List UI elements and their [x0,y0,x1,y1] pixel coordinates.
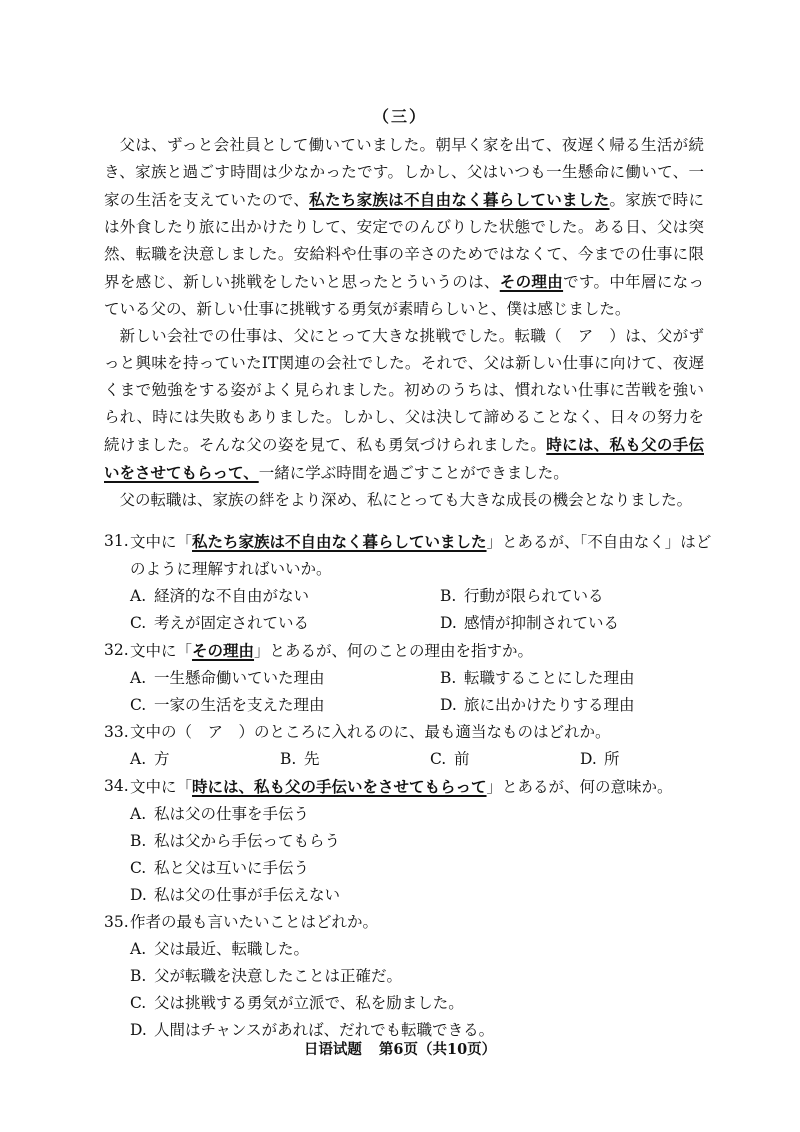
option-letter: B. [130,832,147,850]
option-letter: B. [440,669,457,687]
option-text: 父は最近、転職した。 [154,940,310,958]
option-c[interactable] [130,610,440,637]
options [104,746,724,773]
option-text: 私は父の仕事が手伝えない [154,886,341,904]
option-letter: D. [440,696,457,714]
option-letter: D. [130,886,147,904]
option-text: 一家の生活を支えた理由 [154,696,325,714]
question-text: 作者の最も言いたいことはどれか。 [130,913,379,931]
option-letter: C. [130,614,147,632]
footer-page-number: 第6页（共10页） [378,1041,497,1058]
question-31 [104,528,724,637]
underlined-phrase-1: 私たち家族は不自由なく暮らしていました [309,190,610,209]
question-quote: その理由 [192,641,255,660]
passage-text: 新しい会社での仕事は、父にとって大きな挑戦でした。転職（ ア ）は、父がずっと興味を持っていたIT関連の会社でした。それで、父は新しい仕事に向けて、夜遅くまで勉強をする姿がよく見られました。初めのうちは、慣れない仕事に苦戦を強いられ、時には失敗もありました。しかし、父は決して諦めることなく、日々の努力を続けました。そんな父の姿を見て、私も勇気づけられました。 [104,327,704,454]
question-35 [104,909,724,1044]
option-text: 経済的な不自由がない [154,587,310,605]
option-text: 一生懸命働いていた理由 [154,669,325,687]
question-text-part: 文中に「 [130,778,193,796]
passage-paragraph-1 [104,132,704,323]
option-text: 先 [304,750,320,768]
option-text: 考えが固定されている [154,614,310,632]
option-letter: C. [130,859,147,877]
option-letter: B. [280,750,297,768]
question-number: 32. [104,641,129,659]
option-a[interactable] [130,665,440,692]
passage-paragraph-2 [104,323,704,487]
option-d[interactable] [130,882,724,909]
option-b[interactable] [440,583,730,610]
option-letter: D. [130,1021,147,1039]
option-letter: D. [440,614,457,632]
question-32 [104,637,724,719]
option-b[interactable] [280,746,430,773]
underlined-phrase-2: その理由 [499,272,564,291]
question-text-part: 」とあるが、何のことの理由を指すか。 [254,642,534,660]
section-title: （三） [372,107,427,126]
question-number: 31. [104,532,129,550]
question-text-part: 文中に「 [130,642,193,660]
option-text: 感情が抑制されている [464,614,620,632]
option-text: 転職することにした理由 [464,669,635,687]
reading-passage [104,132,704,514]
question-quote: 時には、私も父の手伝いをさせてもらって [192,777,487,796]
option-text: 人間はチャンスがあれば、だれでも転職できる。 [154,1021,495,1039]
option-letter: C. [130,994,147,1012]
option-text: 私は父から手伝ってもらう [154,832,341,850]
option-c[interactable] [130,855,724,882]
question-list [104,528,724,1044]
question-text-part: 」とあるが、何の意味か。 [486,778,673,796]
options [104,801,724,909]
passage-text: 。家族で時には外食したり旅に出かけたりして、安定でのんびりした状態でした。ある日、父は突然、転職を決意しました。安給料や仕事の辛さのためではなくて、今までの仕事に限界を感じ、新しい挑戦をしたいと思ったとういうのは、 [104,191,704,291]
question-33 [104,719,724,773]
option-d[interactable] [440,692,730,719]
option-a[interactable] [130,746,280,773]
option-letter: A. [130,750,147,768]
passage-text: 父は、ずっと会社員として働いていました。朝早く家を出て、夜遅く帰る生活が続き、家族と過ごす時間は少なかったです。しかし、父はいつも一生懸命に働いて、一家の生活を支えていたので、 [104,136,704,209]
option-letter: A. [130,587,147,605]
option-b[interactable] [130,963,724,990]
option-letter: D. [580,750,597,768]
option-letter: A. [130,805,147,823]
question-text-part: 文中に「 [130,533,193,551]
question-number: 33. [104,723,129,741]
question-quote: 私たち家族は不自由なく暮らしていました [192,532,487,551]
question-text-line2: のように理解すればいいか。 [130,560,332,578]
option-b[interactable] [440,665,730,692]
question-text [130,637,724,665]
option-c[interactable] [430,746,580,773]
option-text: 行動が限られている [464,587,604,605]
option-text: 旅に出かけたりする理由 [464,696,635,714]
option-letter: A. [130,940,147,958]
passage-paragraph-3: 父の転職は、家族の絆をより深め、私にとっても大きな成長の機会となりました。 [119,491,693,509]
option-text: 方 [154,750,170,768]
passage-text: です。中年層になっている父の、新しい仕事に挑戦する勇気が素晴らしいと、僕は感じました。 [104,273,704,318]
footer-subject: 日语试题 [303,1041,362,1058]
option-d[interactable] [580,746,730,773]
option-text: 私と父は互いに手伝う [154,859,310,877]
passage-text: 一緒に学ぶ時間を過ごすことができました。 [258,464,569,482]
option-text: 父は挑戦する勇気が立派で、私を励ました。 [154,994,464,1012]
question-number: 35. [104,913,129,931]
options [104,936,724,1044]
question-text-part: 」とあるが、「不自由なく」はど [486,533,712,551]
option-letter: B. [130,967,147,985]
page-footer [0,1038,800,1059]
option-c[interactable] [130,990,724,1017]
option-text: 父が転職を決意したことは正確だ。 [154,967,403,985]
option-text: 私は父の仕事を手伝う [154,805,310,823]
option-a[interactable] [130,936,724,963]
option-text: 所 [604,750,620,768]
question-text [130,528,724,556]
question-text: 文中の（ ア ）のところに入れるのに、最も適当なものはどれか。 [130,723,611,741]
option-letter: A. [130,669,147,687]
option-text: 前 [454,750,470,768]
underlined-phrase-3: 時には、私も父の手伝いをさせてもらって、 [104,435,704,482]
option-letter: B. [440,587,457,605]
option-a[interactable] [130,801,724,828]
option-letter: C. [130,696,147,714]
options [104,665,724,719]
option-a[interactable] [130,583,440,610]
option-d[interactable] [440,610,730,637]
question-text [130,773,724,801]
option-c[interactable] [130,692,440,719]
options [104,583,724,637]
question-number: 34. [104,777,129,795]
option-b[interactable] [130,828,724,855]
option-letter: C. [430,750,447,768]
question-34 [104,773,724,909]
